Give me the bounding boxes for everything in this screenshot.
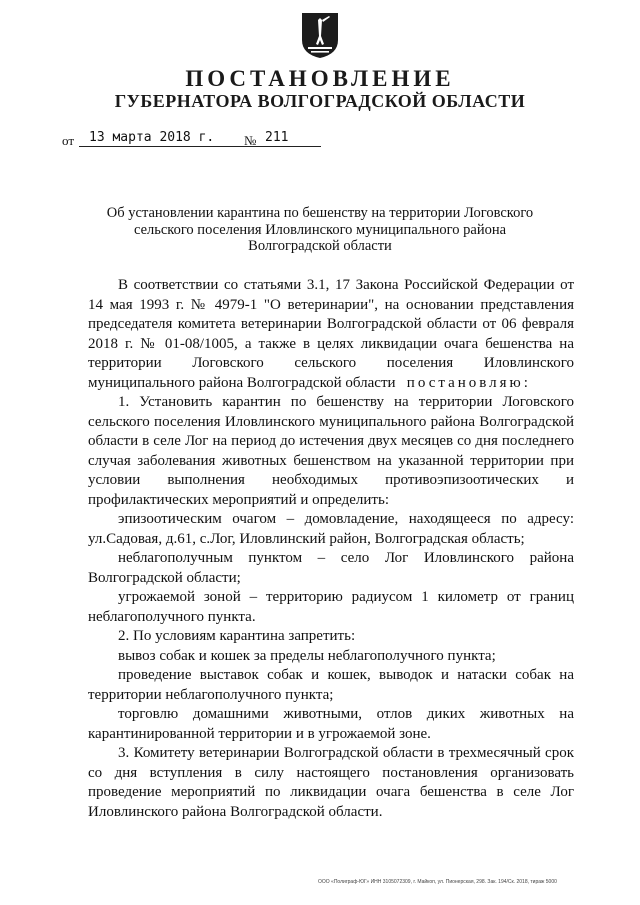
printer-imprint: ООО «Полиграф-ЮГ» ИНН 3105072309, г. Майкоп, ул. Пионерская, 298. Зак. 194/Ск. 2018, тираж 5000 (318, 879, 557, 885)
document-body (88, 276, 574, 822)
item-1-point-paragraph: неблагополучным пунктом – село Лог Иловлинского района Волгоградской области; (88, 550, 574, 586)
number-value: 211 (265, 130, 289, 145)
item-2-exhibitions-paragraph: проведение выставок собак и кошек, выводок и натаски собак на территории неблагополучного пункта; (88, 667, 574, 703)
item-2-paragraph: 2. По условиям карантина запретить: (118, 628, 356, 644)
intro-paragraph (88, 276, 574, 393)
coat-of-arms-emblem (299, 10, 341, 60)
item-2-export-paragraph: вывоз собак и кошек за пределы неблагополучного пункта; (118, 647, 496, 664)
intro-text: В соответствии со статьями 3.1, 17 Закона Российской Федерации от 14 мая 1993 г. № 4979-1 "О ветеринарии", на основании представления председателя комитета ветеринарии Волгоградской области от 06 февраля 2018 г. № 01-08/1005, а также в целях ликвидации очага бешенства на территории Логовского сельского поселения Иловлинского муниципального района Волгоградской области (88, 277, 574, 391)
number-label: № (244, 133, 257, 148)
item-3-paragraph: 3. Комитету ветеринарии Волгоградской области в трехмесячный срок со дня вступления в силу настоящего постановления организовать проведение мероприятий по ликвидации очага бешенства в селе Лог Иловлинского района Волгоградской области. (88, 745, 574, 820)
document-issuer: ГУБЕРНАТОРА ВОЛГОГРАДСКОЙ ОБЛАСТИ (114, 91, 526, 111)
item-1-focus-paragraph: эпизоотическим очагом – домовладение, находящееся по адресу: ул.Садовая, д.61, с.Лог, Иловлинский район, Волгоградская область; (88, 511, 574, 547)
subject-line: Волгоградской области (248, 238, 392, 254)
date-label: от (62, 133, 75, 148)
subject-line: сельского поселения Иловлинского муниципального района (133, 221, 507, 238)
document-subject (90, 205, 550, 255)
item-1-paragraph: 1. Установить карантин по бешенству на территории Логовского сельского поселения Иловлинского муниципального района Волгоградской области в селе Лог на период до истечения двух месяцев со дня последнего случая заболевания животных бешенством на указанной территории при условии выполнения необходимых противоэпизоотических и профилактических мероприятий и определить: (88, 394, 574, 508)
document-title: ПОСТАНОВЛЕНИЕ (185, 66, 455, 91)
number-underline (259, 146, 321, 147)
decree-word: постановляю: (406, 374, 531, 391)
date-value: 13 марта 2018 г. (89, 130, 215, 145)
item-1-zone-paragraph: угрожаемой зоной – территорию радиусом 1 километр от границ неблагополучного пункта. (88, 589, 574, 625)
subject-line: Об установлении карантина по бешенству на территории Логовского (106, 205, 534, 221)
item-2-trade-paragraph: торговлю домашними животными, отлов диких животных на карантинированной территории и в угрожаемой зоне. (88, 706, 574, 742)
date-underline (79, 146, 289, 147)
